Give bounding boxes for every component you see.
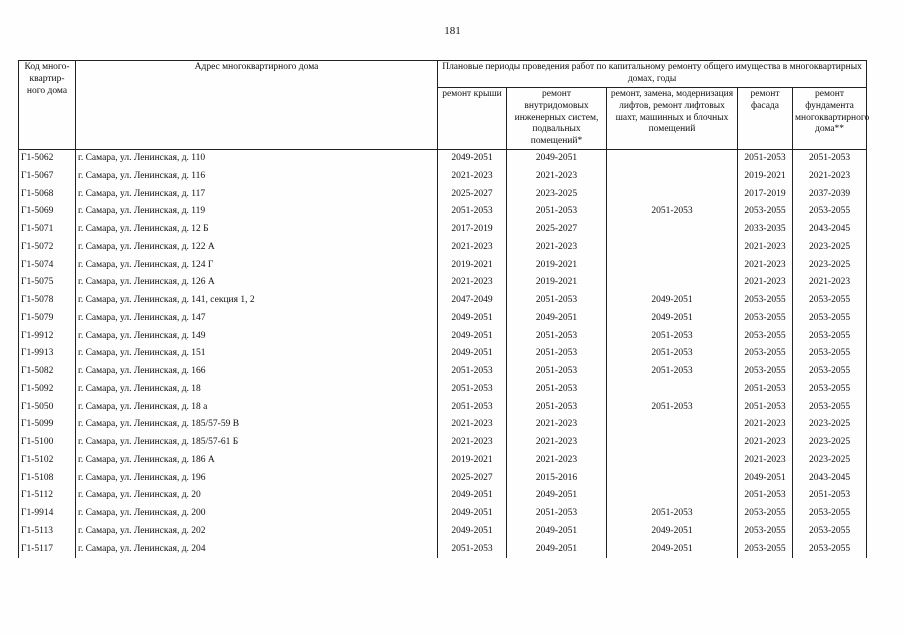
cell-elevators (607, 381, 738, 399)
cell-address: г. Самара, ул. Ленинская, д. 18 а (76, 399, 438, 417)
table-row (19, 150, 867, 168)
cell-roof: 2021-2023 (438, 416, 507, 434)
cell-elevators (607, 186, 738, 204)
table-row (19, 487, 867, 505)
cell-roof: 2021-2023 (438, 168, 507, 186)
cell-address: г. Самара, ул. Ленинская, д. 12 Б (76, 221, 438, 239)
cell-code: Г1-5102 (19, 452, 76, 470)
table-row (19, 416, 867, 434)
cell-code: Г1-5092 (19, 381, 76, 399)
cell-foundation: 2023-2025 (793, 257, 867, 275)
cell-elevators: 2051-2053 (607, 363, 738, 381)
cell-foundation: 2053-2055 (793, 399, 867, 417)
table-row (19, 363, 867, 381)
cell-internal-systems: 2051-2053 (507, 292, 607, 310)
cell-roof: 2051-2053 (438, 541, 507, 559)
cell-foundation: 2051-2053 (793, 487, 867, 505)
table-row (19, 381, 867, 399)
cell-address: г. Самара, ул. Ленинская, д. 119 (76, 203, 438, 221)
repair-schedule-table (18, 60, 870, 558)
cell-code: Г1-5067 (19, 168, 76, 186)
cell-code: Г1-5074 (19, 257, 76, 275)
cell-roof: 2019-2021 (438, 257, 507, 275)
cell-internal-systems: 2051-2053 (507, 505, 607, 523)
table-row (19, 523, 867, 541)
cell-roof: 2025-2027 (438, 470, 507, 488)
cell-facade: 2017-2019 (738, 186, 793, 204)
cell-roof: 2017-2019 (438, 221, 507, 239)
table-row (19, 186, 867, 204)
cell-roof: 2049-2051 (438, 505, 507, 523)
cell-internal-systems: 2021-2023 (507, 239, 607, 257)
cell-facade: 2021-2023 (738, 416, 793, 434)
cell-address: г. Самара, ул. Ленинская, д. 185/57-59 В (76, 416, 438, 434)
cell-address: г. Самара, ул. Ленинская, д. 202 (76, 523, 438, 541)
cell-elevators (607, 470, 738, 488)
cell-facade: 2053-2055 (738, 523, 793, 541)
cell-internal-systems: 2021-2023 (507, 416, 607, 434)
cell-roof: 2019-2021 (438, 452, 507, 470)
header-periods-group: Плановые периоды проведения работ по капитальному ремонту общего имущества в многоквартирных домах, годы (438, 61, 867, 88)
table-row (19, 345, 867, 363)
cell-foundation: 2053-2055 (793, 328, 867, 346)
cell-internal-systems: 2021-2023 (507, 452, 607, 470)
cell-elevators: 2051-2053 (607, 328, 738, 346)
table-row (19, 505, 867, 523)
cell-code: Г1-5068 (19, 186, 76, 204)
cell-roof: 2021-2023 (438, 239, 507, 257)
table-row (19, 541, 867, 559)
cell-address: г. Самара, ул. Ленинская, д. 110 (76, 150, 438, 168)
cell-code: Г1-5112 (19, 487, 76, 505)
cell-facade: 2053-2055 (738, 310, 793, 328)
cell-foundation: 2053-2055 (793, 363, 867, 381)
cell-internal-systems: 2015-2016 (507, 470, 607, 488)
cell-facade: 2053-2055 (738, 345, 793, 363)
cell-facade: 2051-2053 (738, 150, 793, 168)
cell-code: Г1-5108 (19, 470, 76, 488)
cell-roof: 2051-2053 (438, 381, 507, 399)
cell-facade: 2021-2023 (738, 274, 793, 292)
cell-address: г. Самара, ул. Ленинская, д. 196 (76, 470, 438, 488)
cell-internal-systems: 2019-2021 (507, 257, 607, 275)
cell-code: Г1-5069 (19, 203, 76, 221)
cell-internal-systems: 2021-2023 (507, 434, 607, 452)
cell-roof: 2051-2053 (438, 203, 507, 221)
cell-address: г. Самара, ул. Ленинская, д. 147 (76, 310, 438, 328)
header-elevators: ремонт, замена, модернизация лифтов, ремонт лифтовых шахт, машинных и блочных помещений (607, 87, 738, 149)
cell-foundation: 2053-2055 (793, 203, 867, 221)
cell-code: Г1-9914 (19, 505, 76, 523)
cell-foundation: 2053-2055 (793, 310, 867, 328)
cell-address: г. Самара, ул. Ленинская, д. 122 А (76, 239, 438, 257)
header-roof: ремонт крыши (438, 87, 507, 149)
table-row (19, 292, 867, 310)
cell-facade: 2051-2053 (738, 381, 793, 399)
table-header (19, 61, 870, 150)
cell-facade: 2053-2055 (738, 203, 793, 221)
cell-internal-systems: 2049-2051 (507, 150, 607, 168)
cell-foundation: 2037-2039 (793, 186, 867, 204)
cell-facade: 2021-2023 (738, 452, 793, 470)
cell-code: Г1-5078 (19, 292, 76, 310)
cell-foundation: 2021-2023 (793, 168, 867, 186)
cell-foundation: 2021-2023 (793, 274, 867, 292)
cell-code: Г1-5117 (19, 541, 76, 559)
cell-facade: 2053-2055 (738, 328, 793, 346)
cell-code: Г1-5082 (19, 363, 76, 381)
cell-elevators (607, 239, 738, 257)
cell-facade: 2053-2055 (738, 363, 793, 381)
cell-internal-systems: 2051-2053 (507, 203, 607, 221)
cell-address: г. Самара, ул. Ленинская, д. 186 А (76, 452, 438, 470)
cell-elevators (607, 221, 738, 239)
cell-code: Г1-5072 (19, 239, 76, 257)
cell-elevators (607, 452, 738, 470)
cell-elevators: 2049-2051 (607, 541, 738, 559)
cell-address: г. Самара, ул. Ленинская, д. 126 А (76, 274, 438, 292)
cell-internal-systems: 2025-2027 (507, 221, 607, 239)
cell-elevators: 2049-2051 (607, 310, 738, 328)
cell-code: Г1-5079 (19, 310, 76, 328)
cell-foundation: 2023-2025 (793, 452, 867, 470)
cell-elevators: 2051-2053 (607, 505, 738, 523)
cell-address: г. Самара, ул. Ленинская, д. 200 (76, 505, 438, 523)
cell-internal-systems: 2051-2053 (507, 345, 607, 363)
cell-foundation: 2043-2045 (793, 470, 867, 488)
cell-internal-systems: 2051-2053 (507, 399, 607, 417)
cell-code: Г1-5050 (19, 399, 76, 417)
cell-roof: 2021-2023 (438, 434, 507, 452)
cell-address: г. Самара, ул. Ленинская, д. 151 (76, 345, 438, 363)
cell-facade: 2019-2021 (738, 168, 793, 186)
cell-facade: 2053-2055 (738, 541, 793, 559)
header-foundation: ремонт фундамента многоквартирного дома** (793, 87, 867, 149)
cell-code: Г1-9913 (19, 345, 76, 363)
cell-elevators: 2049-2051 (607, 523, 738, 541)
page-number: 181 (444, 25, 461, 37)
cell-foundation: 2053-2055 (793, 505, 867, 523)
cell-internal-systems: 2051-2053 (507, 328, 607, 346)
table-row (19, 328, 867, 346)
cell-elevators (607, 434, 738, 452)
header-internal-systems: ремонт внутридомовых инженерных систем, подвальных помещений* (507, 87, 607, 149)
cell-elevators: 2051-2053 (607, 399, 738, 417)
table-row (19, 274, 867, 292)
table-row (19, 168, 867, 186)
cell-elevators (607, 274, 738, 292)
cell-elevators (607, 150, 738, 168)
table-row (19, 399, 867, 417)
cell-foundation: 2053-2055 (793, 381, 867, 399)
cell-facade: 2049-2051 (738, 470, 793, 488)
cell-facade: 2021-2023 (738, 257, 793, 275)
cell-address: г. Самара, ул. Ленинская, д. 204 (76, 541, 438, 559)
cell-address: г. Самара, ул. Ленинская, д. 20 (76, 487, 438, 505)
cell-elevators (607, 168, 738, 186)
cell-elevators: 2049-2051 (607, 292, 738, 310)
cell-foundation: 2053-2055 (793, 292, 867, 310)
cell-internal-systems: 2023-2025 (507, 186, 607, 204)
cell-address: г. Самара, ул. Ленинская, д. 149 (76, 328, 438, 346)
cell-roof: 2049-2051 (438, 310, 507, 328)
cell-foundation: 2051-2053 (793, 150, 867, 168)
cell-facade: 2053-2055 (738, 292, 793, 310)
header-address: Адрес многоквартирного дома (76, 61, 438, 150)
cell-foundation: 2053-2055 (793, 345, 867, 363)
cell-facade: 2051-2053 (738, 399, 793, 417)
cell-foundation: 2023-2025 (793, 416, 867, 434)
table-row (19, 310, 867, 328)
cell-internal-systems: 2051-2053 (507, 381, 607, 399)
cell-code: Г1-5071 (19, 221, 76, 239)
cell-internal-systems: 2019-2021 (507, 274, 607, 292)
cell-internal-systems: 2021-2023 (507, 168, 607, 186)
cell-roof: 2047-2049 (438, 292, 507, 310)
cell-address: г. Самара, ул. Ленинская, д. 166 (76, 363, 438, 381)
cell-elevators (607, 257, 738, 275)
cell-internal-systems: 2049-2051 (507, 541, 607, 559)
table-row (19, 452, 867, 470)
cell-facade: 2021-2023 (738, 434, 793, 452)
cell-code: Г1-5075 (19, 274, 76, 292)
cell-roof: 2049-2051 (438, 523, 507, 541)
cell-internal-systems: 2049-2051 (507, 523, 607, 541)
cell-address: г. Самара, ул. Ленинская, д. 141, секция 1, 2 (76, 292, 438, 310)
cell-internal-systems: 2049-2051 (507, 487, 607, 505)
cell-roof: 2049-2051 (438, 328, 507, 346)
cell-address: г. Самара, ул. Ленинская, д. 185/57-61 Б (76, 434, 438, 452)
cell-address: г. Самара, ул. Ленинская, д. 124 Г (76, 257, 438, 275)
cell-foundation: 2023-2025 (793, 239, 867, 257)
cell-address: г. Самара, ул. Ленинская, д. 117 (76, 186, 438, 204)
table-row (19, 221, 867, 239)
cell-foundation: 2053-2055 (793, 523, 867, 541)
cell-roof: 2025-2027 (438, 186, 507, 204)
cell-roof: 2049-2051 (438, 150, 507, 168)
cell-facade: 2033-2035 (738, 221, 793, 239)
table-row (19, 257, 867, 275)
cell-roof: 2049-2051 (438, 345, 507, 363)
cell-roof: 2051-2053 (438, 363, 507, 381)
cell-roof: 2049-2051 (438, 487, 507, 505)
header-code: Код много-квартир-ного дома (19, 61, 76, 150)
cell-elevators: 2051-2053 (607, 203, 738, 221)
cell-facade: 2053-2055 (738, 505, 793, 523)
cell-roof: 2051-2053 (438, 399, 507, 417)
cell-foundation: 2053-2055 (793, 541, 867, 559)
cell-code: Г1-5113 (19, 523, 76, 541)
cell-roof: 2021-2023 (438, 274, 507, 292)
cell-facade: 2021-2023 (738, 239, 793, 257)
table-row (19, 470, 867, 488)
table-row (19, 434, 867, 452)
cell-foundation: 2043-2045 (793, 221, 867, 239)
cell-code: Г1-5062 (19, 150, 76, 168)
cell-code: Г1-5100 (19, 434, 76, 452)
cell-foundation: 2023-2025 (793, 434, 867, 452)
cell-address: г. Самара, ул. Ленинская, д. 116 (76, 168, 438, 186)
cell-code: Г1-9912 (19, 328, 76, 346)
cell-code: Г1-5099 (19, 416, 76, 434)
cell-elevators (607, 487, 738, 505)
cell-elevators: 2051-2053 (607, 345, 738, 363)
table-row (19, 203, 867, 221)
cell-facade: 2051-2053 (738, 487, 793, 505)
table-row (19, 239, 867, 257)
header-facade: ремонт фасада (738, 87, 793, 149)
cell-internal-systems: 2051-2053 (507, 363, 607, 381)
table-body (19, 150, 867, 559)
cell-address: г. Самара, ул. Ленинская, д. 18 (76, 381, 438, 399)
cell-internal-systems: 2049-2051 (507, 310, 607, 328)
cell-elevators (607, 416, 738, 434)
